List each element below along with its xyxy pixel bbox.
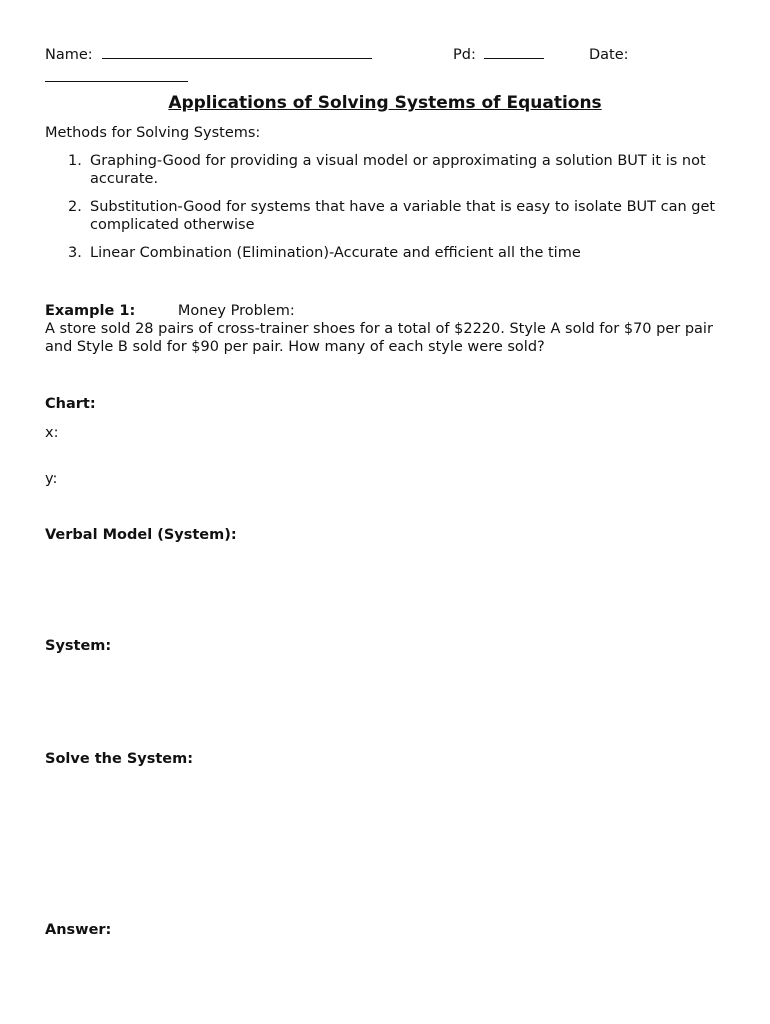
example-type: Money Problem:	[177, 303, 295, 319]
list-item	[68, 244, 770, 262]
verbal-model-heading: Verbal Model (System):	[45, 527, 237, 543]
list-number: 1.	[68, 153, 82, 169]
methods-heading: Methods for Solving Systems:	[45, 125, 261, 141]
chart-x-label: x:	[45, 425, 59, 441]
system-heading: System:	[45, 638, 112, 654]
chart-y-label: y:	[45, 471, 58, 487]
example-problem: A store sold 28 pairs of cross-trainer shoes for a total of $2220. Style A sold for $70 per pair and Style B sold for $90 per pair. How many of each style were sold?	[45, 321, 713, 355]
pd-field	[453, 47, 544, 63]
answer-heading: Answer:	[45, 922, 112, 938]
example-label: Example 1:	[45, 303, 136, 319]
pd-blank	[484, 57, 544, 59]
name-field	[45, 47, 372, 63]
pd-label: Pd:	[453, 47, 476, 63]
chart-heading: Chart:	[45, 396, 96, 412]
name-blank	[102, 57, 372, 59]
date-field	[589, 47, 629, 63]
page-title: Applications of Solving Systems of Equations	[168, 93, 602, 113]
list-item	[68, 152, 770, 188]
example-header	[45, 303, 295, 319]
date-label: Date:	[589, 47, 629, 63]
list-item	[68, 198, 770, 234]
methods-list	[45, 152, 770, 272]
name-label: Name:	[45, 47, 93, 63]
date-blank	[45, 71, 188, 82]
list-item-text: Linear Combination (Elimination)-Accurate and efficient all the time	[90, 245, 581, 261]
solve-heading: Solve the System:	[45, 751, 194, 767]
list-item-text: Substitution-Good for systems that have a variable that is easy to isolate BUT can get complicated otherwise	[90, 199, 716, 233]
list-number: 3.	[68, 245, 82, 261]
list-item-text: Graphing-Good for providing a visual model or approximating a solution BUT it is not accurate.	[90, 153, 706, 187]
list-number: 2.	[68, 199, 82, 215]
